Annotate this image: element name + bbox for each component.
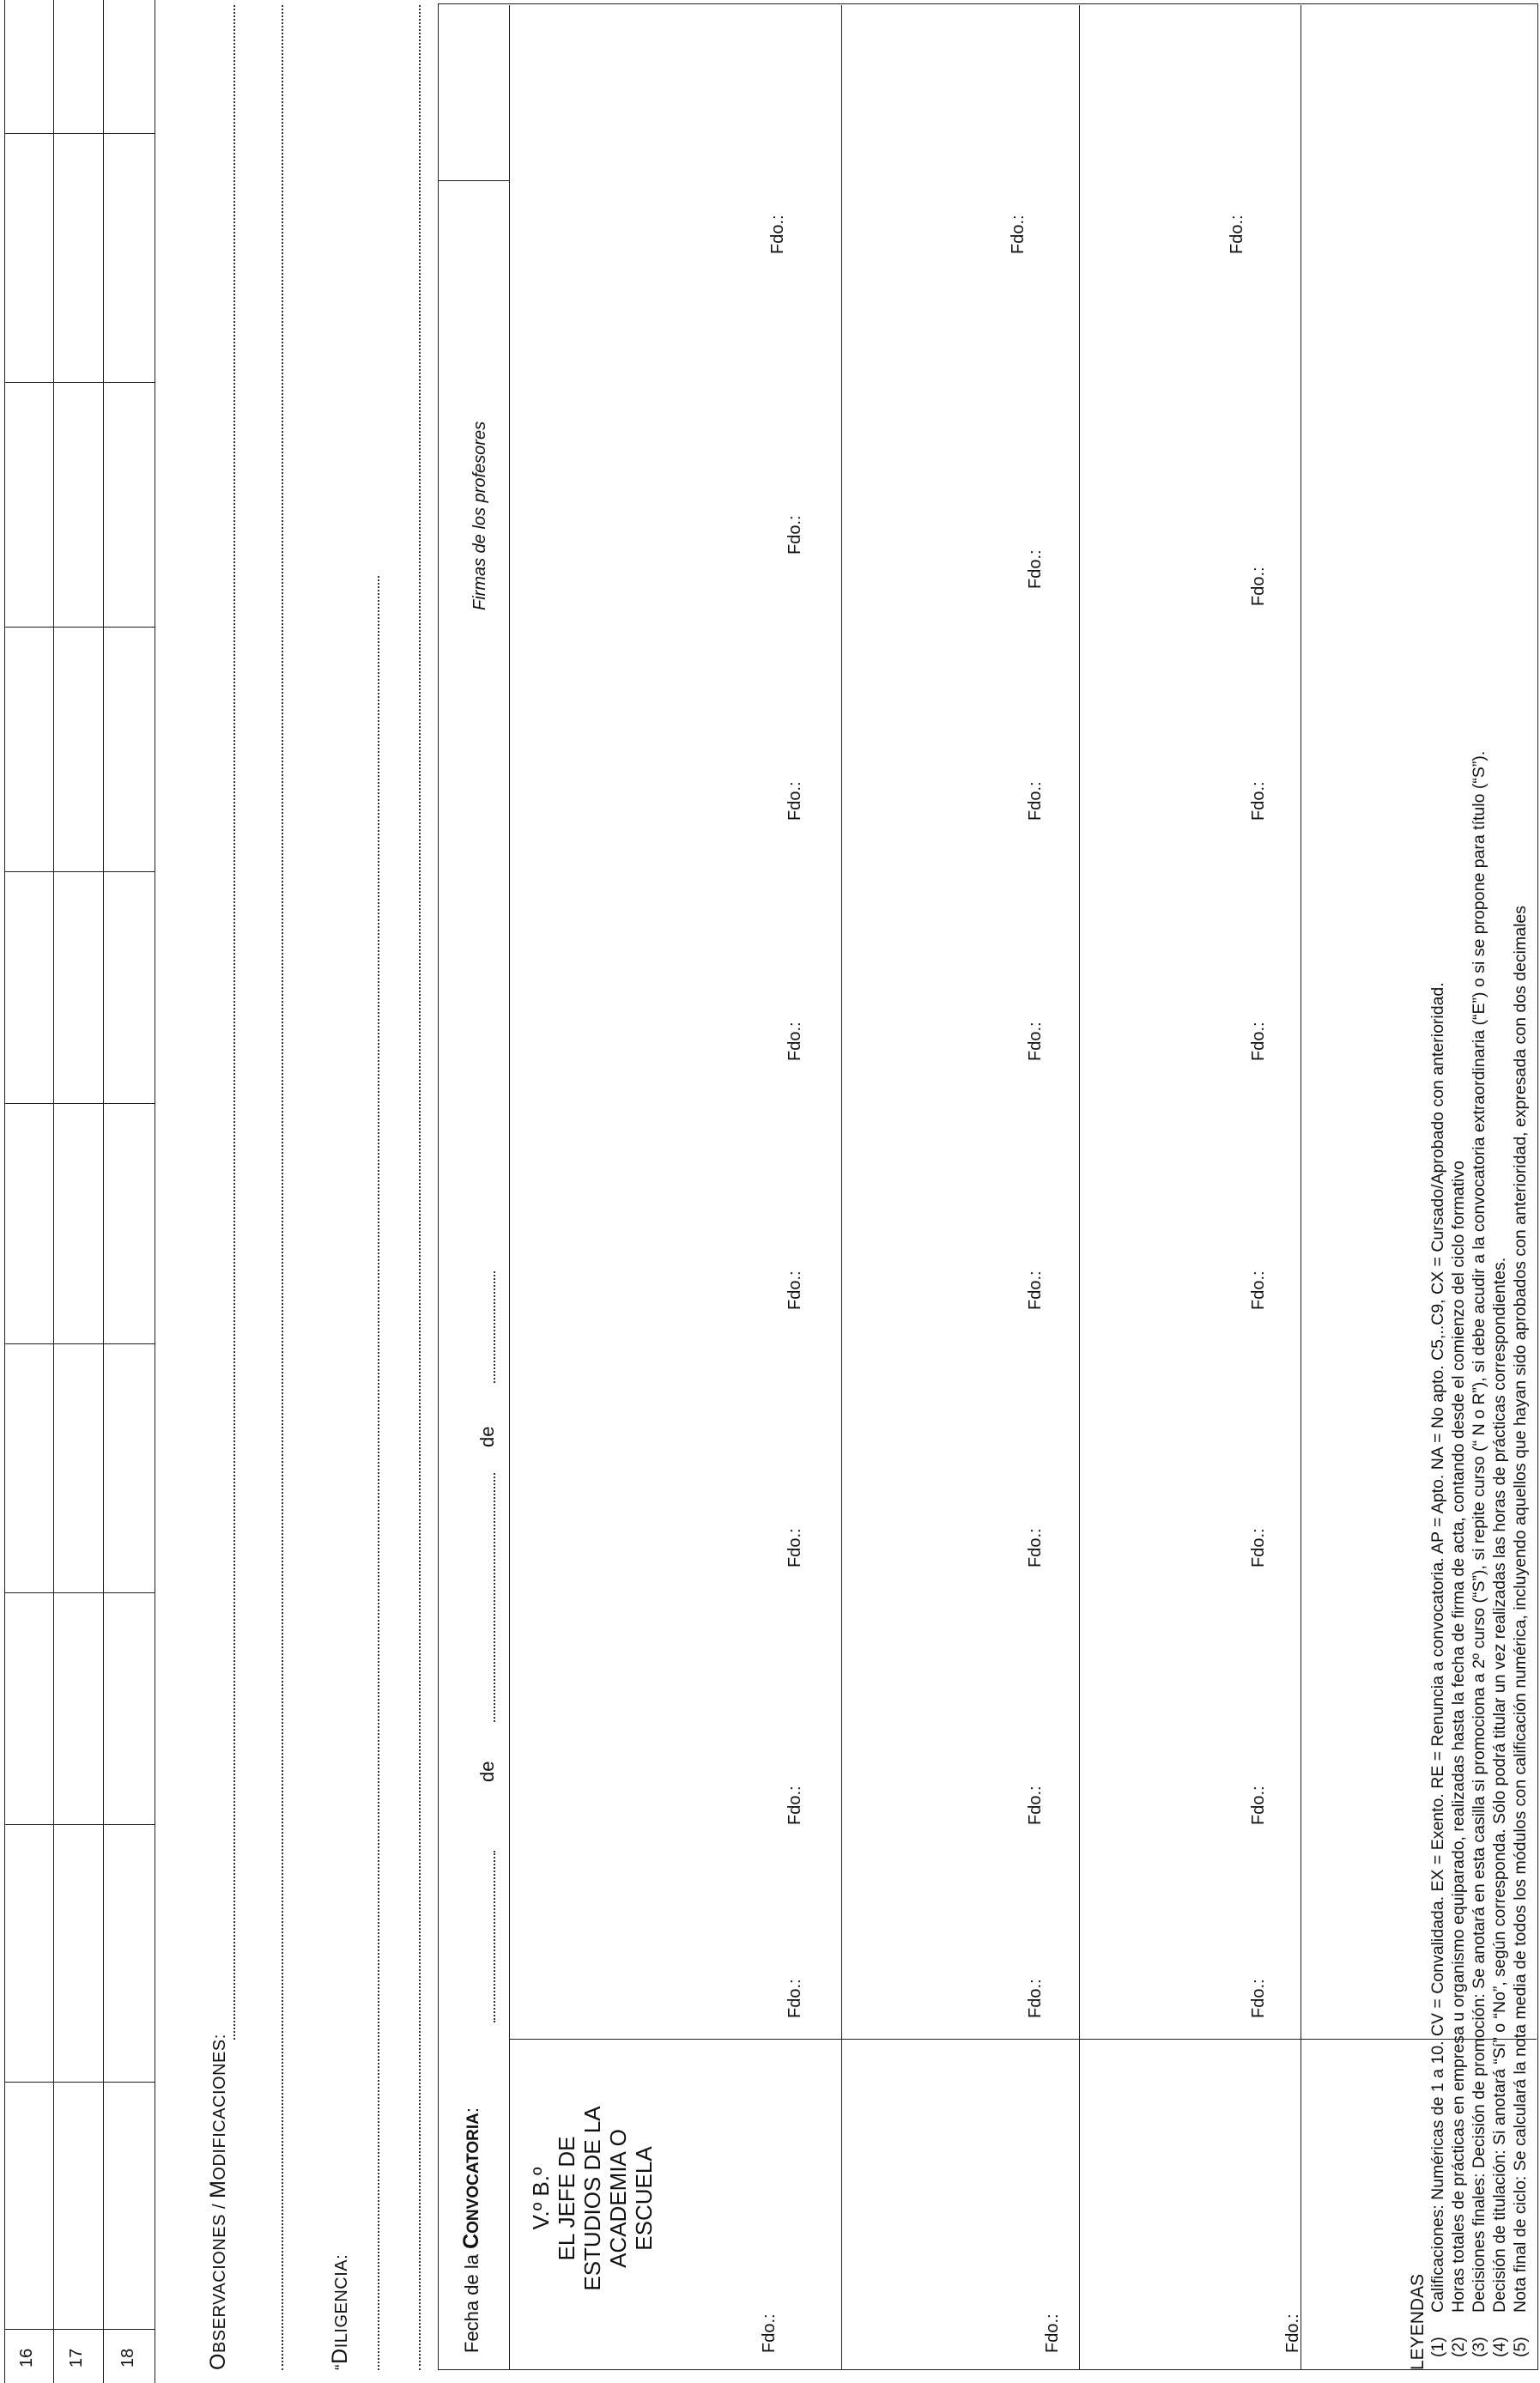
legend-item-number: (5) <box>1511 2337 1530 2357</box>
signature-fdo-label: Fdo.: <box>1249 567 1268 606</box>
diligencia-line[interactable] <box>378 576 379 2370</box>
signature-fdo-label: Fdo.: <box>785 1022 804 1061</box>
fecha-convocatoria: Fecha de la CONVOCATORIA: <box>459 2107 483 2353</box>
signature-fdo-label: Fdo.: <box>1228 215 1246 254</box>
signature-fdo-label: Fdo.: <box>1026 1528 1045 1567</box>
signature-fdo-label: Fdo.: <box>785 1786 804 1825</box>
row-number: 16 <box>17 2348 36 2368</box>
signature-fdo-label: Fdo.: <box>1249 1022 1268 1061</box>
grid-column-divider <box>4 2082 155 2083</box>
observaciones-label: OBSERVACIONES / MODIFICACIONES: <box>206 2034 230 2370</box>
jefe-line: ESCUELA <box>631 2146 657 2251</box>
signature-fdo-label: Fdo.: <box>1026 1022 1045 1061</box>
legend-item-number: (1) <box>1428 2337 1447 2357</box>
signatures-box <box>438 3 1538 2370</box>
signature-fdo-label: Fdo.: <box>785 1270 804 1310</box>
signature-fdo-label: Fdo.: <box>785 1979 804 2018</box>
signature-fdo-label: Fdo.: <box>785 515 804 555</box>
grid-column-divider <box>4 1592 155 1593</box>
observaciones-line-2[interactable] <box>282 5 283 2370</box>
fecha-month-field[interactable] <box>494 1473 495 1722</box>
jefe-estudios-block <box>528 2074 657 2323</box>
fecha-year-field[interactable] <box>494 1271 495 1383</box>
grid-column-divider <box>4 382 155 383</box>
vobo-label: V.º B.º <box>528 2167 554 2230</box>
signature-fdo-label: Fdo.: <box>1026 549 1045 589</box>
legend-item <box>1490 1258 1510 2357</box>
grid-column-divider <box>4 871 155 872</box>
grid-column-divider <box>4 133 155 134</box>
legend-item-text: Decisiones finales: Decisión de promoción: Se anotará en esta casilla si promociona a 2º curso (“S”), si repite curso (“ N o R”), si debe acudir a la convocatoria extraordinaria (“E”) o si se propone para título (“S”). <box>1470 750 1488 2313</box>
legend-item-number: (3) <box>1470 2337 1488 2357</box>
signature-fdo-label: Fdo.: <box>1026 1270 1045 1310</box>
grid-column-divider <box>4 1824 155 1825</box>
firmas-label: Firmas de los profesores <box>470 421 489 610</box>
fecha-day-field[interactable] <box>494 1851 495 2022</box>
signature-fdo-label: Fdo.: <box>785 1528 804 1567</box>
grid-column-divider <box>4 627 155 628</box>
legend-item-number: (2) <box>1449 2337 1468 2357</box>
fecha-de-1: de <box>476 1761 498 1782</box>
row-number: 18 <box>118 2348 137 2368</box>
jefe-line: EL JEFE DE <box>554 2136 579 2261</box>
signature-fdo-label: Fdo.: <box>1283 2313 1302 2353</box>
signature-fdo-label: Fdo.: <box>1249 1786 1268 1825</box>
signature-fdo-label: Fdo.: <box>1249 1270 1268 1310</box>
signature-fdo-label: Fdo.: <box>1026 1786 1045 1825</box>
signature-fdo-label: Fdo.: <box>1026 781 1045 821</box>
grid-column-divider <box>4 1343 155 1344</box>
legend-item-text: Nota final de ciclo: Se calculará la nota media de todos los módulos con calificación numérica, incluyendo aquellos que hayan sido aprobados con anterioridad, expresada con dos decimales <box>1511 906 1530 2313</box>
signature-fdo-label: Fdo.: <box>1249 1979 1268 2018</box>
signature-fdo-label: Fdo.: <box>1009 215 1028 254</box>
signature-fdo-label: Fdo.: <box>1043 2313 1062 2353</box>
legend-item <box>1511 906 1531 2357</box>
diligencia-label: “DILIGENCIA: <box>328 2253 352 2370</box>
legend-item <box>1449 1161 1469 2357</box>
signature-fdo-label: Fdo.: <box>768 215 787 254</box>
header-divider <box>509 5 510 2370</box>
signature-fdo-label: Fdo.: <box>785 781 804 821</box>
grid-column-divider <box>4 1103 155 1104</box>
jefe-line: ESTUDIOS DE LA <box>579 2106 605 2291</box>
observaciones-line[interactable] <box>233 5 235 2040</box>
signature-fdo-label: Fdo.: <box>760 2313 779 2353</box>
legend-item-text: Decisión de titulación: Si anotará “Sí” o “No”, según corresponda. Sólo podrá titular un vez realizadas las horas de prácticas correspondientes. <box>1490 1257 1509 2313</box>
signature-fdo-label: Fdo.: <box>1026 1979 1045 2018</box>
grades-table-fragment <box>0 0 172 2383</box>
legend-item <box>1428 982 1448 2357</box>
signature-fdo-label: Fdo.: <box>1249 1528 1268 1567</box>
grid-column-divider <box>4 2329 155 2330</box>
signature-fdo-label: Fdo.: <box>1249 781 1268 821</box>
legend-item-text: Calificaciones: Numéricas de 1 a 10. CV = Convalidada. EX = Exento. RE = Renuncia a convocatoria. AP = Apto. NA = No apto. C5,..C9, CX = Cursado/Aprobado con anterioridad. <box>1428 982 1447 2313</box>
fecha-de-2: de <box>476 1426 498 1447</box>
jefe-line: ACADEMIA O <box>605 2129 631 2268</box>
legend-title: LEYENDAS <box>1408 2273 1428 2370</box>
legend-item-text: Horas totales de prácticas en empresa u organismo equiparado, realizadas hasta la fecha de firma de acta, contando desde el comienzo del ciclo formativo <box>1449 1161 1468 2313</box>
legend-item-number: (4) <box>1490 2337 1509 2357</box>
row-number: 17 <box>67 2348 86 2368</box>
legend-item <box>1470 751 1489 2357</box>
diligencia-line-2[interactable] <box>419 5 421 2370</box>
